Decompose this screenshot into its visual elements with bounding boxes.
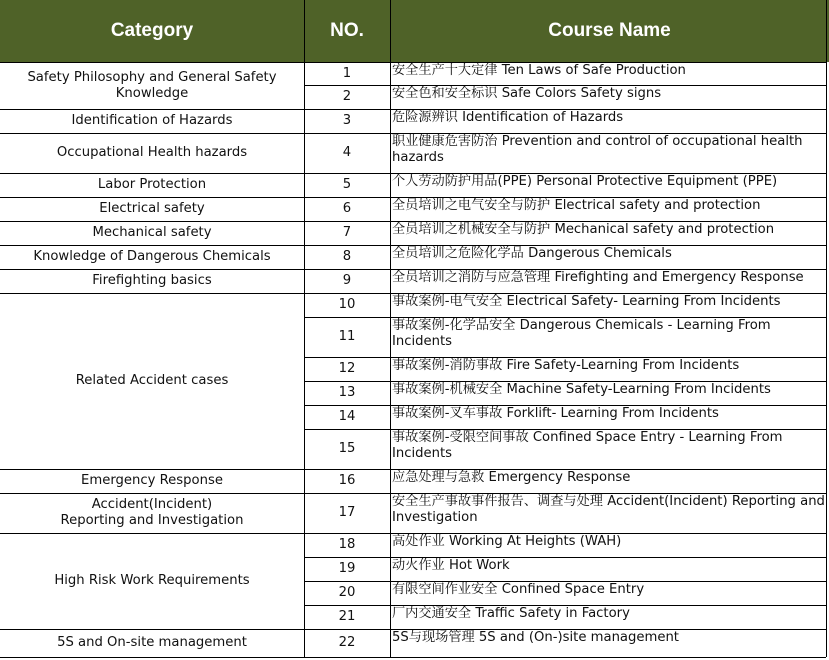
header-category[interactable]: Category [0,0,304,62]
course-name-cell[interactable]: 事故案例-叉车事故 Forklift- Learning From Incidents [392,406,719,421]
grid-line [304,357,826,358]
category-cell[interactable]: Occupational Health hazards [56,145,248,160]
grid-line [304,133,826,134]
grid-line [0,293,304,294]
course-name-cell[interactable]: 安全生产事故事件报告、调查与处理 Accident(Incident) Reporting and Investigation [392,494,825,525]
course-name-cell[interactable]: 动火作业 Hot Work [392,558,510,573]
course-number-cell[interactable]: 12 [338,361,356,376]
course-name-cell[interactable]: 事故案例-消防事故 Fire Safety-Learning From Incidents [392,358,740,373]
course-name-cell[interactable]: 安全色和安全标识 Safe Colors Safety signs [392,86,662,101]
course-name-cell[interactable]: 事故案例-机械安全 Machine Safety-Learning From Incidents [392,382,771,397]
course-number-cell[interactable]: 21 [338,609,356,624]
category-cell[interactable]: Mechanical safety [92,225,212,240]
course-number-cell[interactable]: 10 [338,297,356,312]
category-cell[interactable]: 5S and On-site management [57,635,247,650]
course-number-cell[interactable]: 6 [342,201,352,216]
course-name-cell[interactable]: 全员培训之机械安全与防护 Mechanical safety and protection [392,222,775,237]
header-no[interactable]: NO. [304,0,390,62]
grid-line [304,109,826,110]
grid-line [304,493,826,494]
course-name-cell[interactable]: 个人劳动防护用品(PPE) Personal Protective Equipment (PPE) [392,174,778,189]
grid-line [304,221,826,222]
grid-line [0,62,304,63]
grid-line [0,657,304,658]
grid-line [304,429,826,430]
course-name-cell[interactable]: 5S与现场管理 5S and (On-)site management [392,630,679,645]
grid-line [304,605,826,606]
grid-line [304,0,305,657]
course-name-cell[interactable]: 全员培训之消防与应急管理 Firefighting and Emergency Response [392,270,804,285]
course-name-cell[interactable]: 职业健康危害防治 Prevention and control of occupational health hazards [392,134,803,165]
category-cell[interactable]: Emergency Response [81,473,223,488]
category-cell[interactable]: Accident(Incident) Reporting and Investigation [60,497,244,528]
grid-line [304,469,826,470]
course-name-cell[interactable]: 全员培训之危险化学品 Dangerous Chemicals [392,246,672,261]
course-name-cell[interactable]: 危险源辨识 Identification of Hazards [392,110,624,125]
category-cell[interactable]: Related Accident cases [75,373,229,388]
grid-line [0,173,304,174]
grid-line [304,381,826,382]
course-number-cell[interactable]: 16 [338,473,356,488]
grid-line [304,581,826,582]
grid-line [390,0,391,657]
course-name-cell[interactable]: 高处作业 Working At Heights (WAH) [392,534,622,549]
course-name-cell[interactable]: 全员培训之电气安全与防护 Electrical safety and protection [392,198,761,213]
course-name-cell[interactable]: 安全生产十大定律 Ten Laws of Safe Production [392,63,686,78]
grid-line [304,533,826,534]
course-name-cell[interactable]: 事故案例-受限空间事故 Confined Space Entry - Learning From Incidents [392,430,783,461]
grid-line [0,109,304,110]
grid-line [304,62,826,63]
course-number-cell[interactable]: 18 [338,537,356,552]
grid-line [304,657,826,658]
grid-line [0,469,304,470]
category-cell[interactable]: Electrical safety [99,201,205,216]
course-number-cell[interactable]: 13 [338,385,356,400]
header-course-name[interactable]: Course Name [390,0,829,62]
course-number-cell[interactable]: 9 [342,273,352,288]
category-cell[interactable]: Firefighting basics [92,273,212,288]
grid-line [304,173,826,174]
course-number-cell[interactable]: 22 [338,635,356,650]
grid-line [0,493,304,494]
category-cell[interactable]: Identification of Hazards [71,113,233,128]
course-number-cell[interactable]: 15 [338,441,356,456]
grid-line [304,269,826,270]
course-number-cell[interactable]: 3 [342,113,352,128]
grid-line [304,629,826,630]
course-name-cell[interactable]: 应急处理与急救 Emergency Response [392,470,631,485]
grid-line [304,557,826,558]
grid-line [304,197,826,198]
grid-line [304,317,826,318]
course-number-cell[interactable]: 11 [338,329,356,344]
course-number-cell[interactable]: 5 [342,177,352,192]
grid-line [304,85,826,86]
course-number-cell[interactable]: 14 [338,409,356,424]
course-number-cell[interactable]: 7 [342,225,352,240]
grid-line [0,533,304,534]
category-cell[interactable]: Knowledge of Dangerous Chemicals [33,249,271,264]
category-cell[interactable]: High Risk Work Requirements [54,573,250,588]
grid-line [0,245,304,246]
course-name-cell[interactable]: 有限空间作业安全 Confined Space Entry [392,582,645,597]
grid-line [0,221,304,222]
grid-line [826,0,827,657]
grid-line [0,269,304,270]
category-cell[interactable]: Safety Philosophy and General Safety Knowledge [27,69,277,101]
course-number-cell[interactable]: 17 [338,505,356,520]
grid-line [304,405,826,406]
course-name-cell[interactable]: 厂内交通安全 Traffic Safety in Factory [392,606,630,621]
course-name-cell[interactable]: 事故案例-化学品安全 Dangerous Chemicals - Learning From Incidents [392,318,771,349]
grid-line [0,197,304,198]
course-number-cell[interactable]: 1 [342,65,352,81]
grid-line [0,133,304,134]
course-name-cell[interactable]: 事故案例-电气安全 Electrical Safety- Learning From Incidents [392,294,781,309]
grid-line [304,245,826,246]
course-number-cell[interactable]: 19 [338,561,356,576]
category-cell[interactable]: Labor Protection [97,177,207,192]
grid-line [0,629,304,630]
grid-line [304,293,826,294]
course-number-cell[interactable]: 8 [342,249,352,264]
course-number-cell[interactable]: 2 [342,89,352,104]
course-number-cell[interactable]: 4 [342,145,352,160]
course-number-cell[interactable]: 20 [338,585,356,600]
